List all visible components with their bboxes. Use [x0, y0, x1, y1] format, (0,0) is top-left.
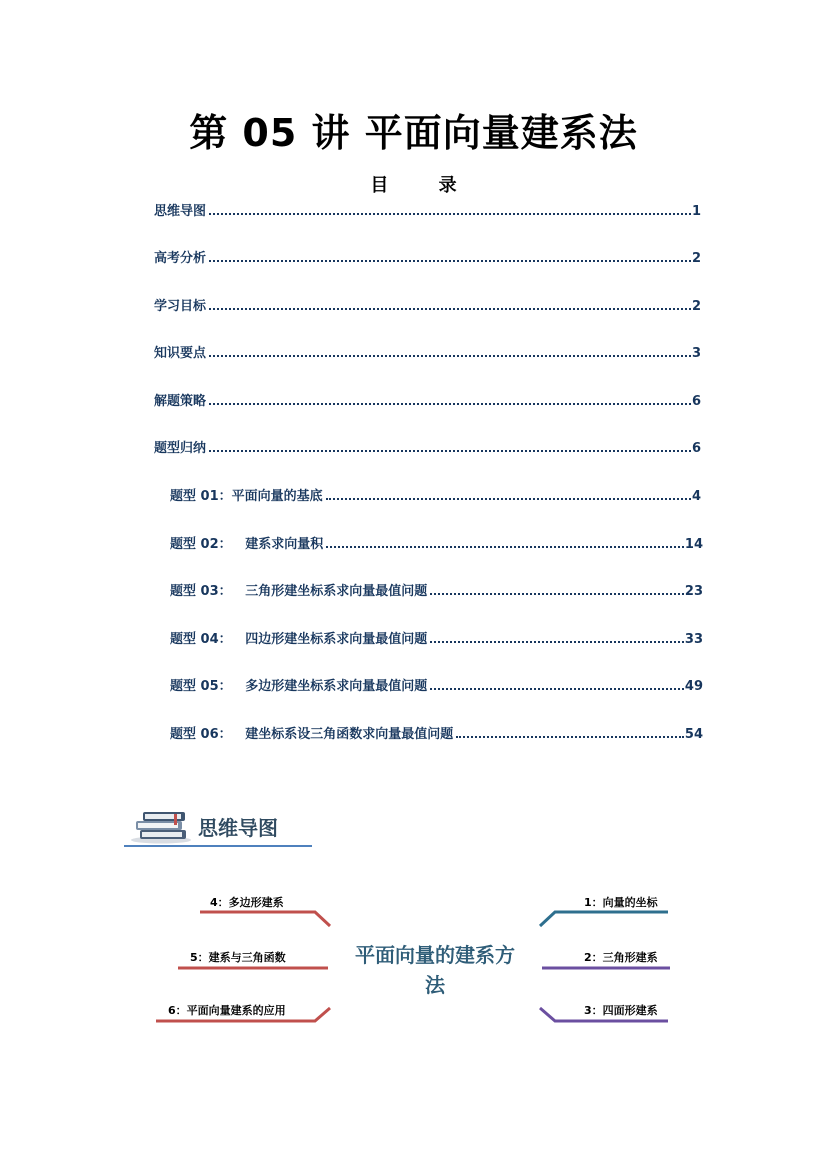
toc-item-page: 2 — [691, 299, 701, 314]
toc-item-page: 14 — [684, 537, 703, 552]
toc-item-page: 49 — [684, 679, 703, 694]
toc-leader-dots — [209, 403, 691, 405]
branch-label-6: 6：平面向量建系的应用 — [168, 1004, 286, 1017]
toc-item-label: 题型归纳 — [154, 441, 207, 456]
toc-item-page: 6 — [691, 441, 701, 456]
toc-item-type-02[interactable] — [170, 534, 703, 552]
toc-item-type-01[interactable] — [170, 486, 701, 504]
toc-item-page: 6 — [691, 394, 701, 409]
branch-label-5: 5：建系与三角函数 — [190, 951, 286, 964]
toc-item-page: 2 — [691, 251, 701, 266]
branch-label-1: 1：向量的坐标 — [584, 896, 658, 909]
toc-item-label: 题型 03： 三角形建坐标系求向量最值问题 — [170, 584, 428, 599]
toc-item-label: 题型 04： 四边形建坐标系求向量最值问题 — [170, 632, 428, 647]
toc-item-label: 解题策略 — [154, 394, 207, 409]
section-header-mind-map — [124, 802, 312, 848]
branch-label-4: 4：多边形建系 — [210, 896, 284, 909]
toc-item-exam-analysis[interactable] — [154, 248, 701, 266]
toc-leader-dots — [456, 736, 684, 738]
books-icon — [130, 806, 192, 844]
branch-label-2: 2：三角形建系 — [584, 951, 658, 964]
toc-leader-dots — [430, 688, 684, 690]
toc-item-key-points[interactable] — [154, 343, 701, 361]
toc-item-page: 23 — [684, 584, 703, 599]
toc-item-type-03[interactable] — [170, 581, 703, 599]
toc-leader-dots — [209, 260, 691, 262]
toc-item-page: 33 — [684, 632, 703, 647]
center-topic-line-1: 平面向量的建系方 — [355, 943, 515, 967]
toc-leader-dots — [430, 593, 684, 595]
mind-map — [150, 888, 680, 1028]
toc-item-type-05[interactable] — [170, 676, 703, 694]
toc-item-problem-types[interactable] — [154, 438, 701, 456]
toc-item-label: 题型 02： 建系求向量积 — [170, 537, 324, 552]
mind-map-center-topic — [340, 940, 530, 1000]
toc-leader-dots — [430, 641, 684, 643]
section-divider — [124, 845, 312, 847]
section-title: 思维导图 — [198, 816, 278, 840]
toc-leader-dots — [209, 355, 691, 357]
toc-item-label: 思维导图 — [154, 204, 207, 219]
toc-item-label: 题型 05： 多边形建坐标系求向量最值问题 — [170, 679, 428, 694]
toc-item-page: 4 — [691, 489, 701, 504]
toc-item-label: 题型 06： 建坐标系设三角函数求向量最值问题 — [170, 727, 454, 742]
branch-line-1 — [540, 912, 668, 926]
toc-item-label: 高考分析 — [154, 251, 207, 266]
toc-leader-dots — [209, 450, 691, 452]
toc-leader-dots — [326, 546, 684, 548]
toc-item-label: 知识要点 — [154, 346, 207, 361]
branch-line-4 — [200, 912, 330, 926]
toc-item-page: 3 — [691, 346, 701, 361]
toc-leader-dots — [326, 498, 691, 500]
toc-heading: 目 录 — [370, 175, 479, 196]
page-title: 第 05 讲 平面向量建系法 — [189, 111, 638, 155]
toc-item-label: 题型 01：平面向量的基底 — [170, 489, 323, 504]
toc-item-mind-map[interactable] — [154, 201, 701, 219]
branch-label-3: 3：四面形建系 — [584, 1004, 658, 1017]
toc-item-learning-goals[interactable] — [154, 296, 701, 314]
toc-item-type-04[interactable] — [170, 629, 703, 647]
toc-item-type-06[interactable] — [170, 724, 703, 742]
toc-leader-dots — [209, 308, 691, 310]
toc-item-label: 学习目标 — [154, 299, 207, 314]
center-topic-line-2: 法 — [425, 973, 445, 997]
toc-item-strategies[interactable] — [154, 391, 701, 409]
toc-item-page: 54 — [684, 727, 703, 742]
toc-item-page: 1 — [691, 204, 701, 219]
toc-leader-dots — [209, 213, 691, 215]
